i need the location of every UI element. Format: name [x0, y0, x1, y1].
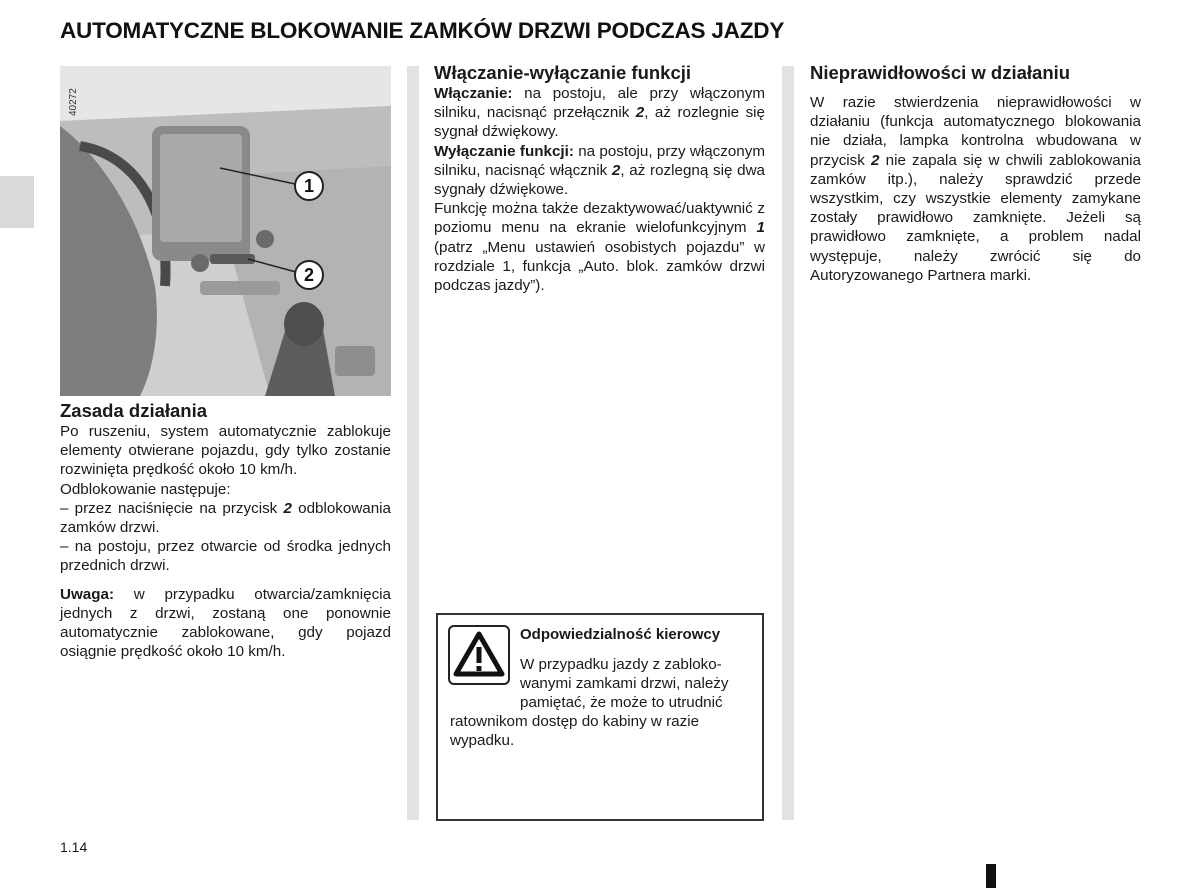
- callout-1: 1: [294, 171, 324, 201]
- note-paragraph: Uwaga: w przypadku otwarcia/zamknięcia jednych z drzwi, zostaną one ponownie automatycznie zablokowane, gdy pojazd osiągnie prędkość około 10 km/h.: [60, 585, 391, 661]
- dashboard-illustration: [60, 66, 391, 396]
- figure-code: 40272: [68, 88, 79, 116]
- section-malfunctions: [810, 62, 1141, 285]
- warning-title: Odpowiedzialność kierowcy: [520, 626, 721, 643]
- column-divider: [407, 66, 419, 820]
- bullet-item: – na postoju, przez otwarcie od środka jednych przednich drzwi.: [60, 538, 391, 575]
- warning-text-line: W przypadku jazdy z zabloko-: [520, 656, 722, 673]
- paragraph: Po ruszeniu, system automatycznie zablokuje elementy otwierane pojazdu, gdy tylko zostanie rozwinięta prędkość około 10 km/h.: [60, 423, 391, 479]
- paragraph: Odblokowanie następuje:: [60, 480, 231, 498]
- bullet-item: – przez naciśnięcie na przycisk 2 odblokowania zamków drzwi.: [60, 499, 392, 537]
- section-operation-principle: [60, 400, 391, 661]
- section-heading: Nieprawidłowości w działaniu: [810, 62, 1071, 83]
- paragraph: Włączanie: na postoju, ale przy włączonym silniku, nacisnąć przełącznik 2, aż rozlegnie się sygnał dźwiękowy.: [434, 85, 765, 141]
- callout-2: 2: [294, 260, 324, 290]
- page-edge-marker: [986, 864, 996, 888]
- paragraph: W razie stwierdzenia nieprawidłowości w działaniu (funkcja automatycznego blokowania nie działa, lampka kontrolna wbudowana w przycisk 2 nie zapala się w chwili zablokowania zamków itp.), należy sprawdzić przede wszystkim, czy wszystkie elementy zamykane zostały prawidłowo zamknięte. Jeżeli są prawidłowo zamknięte, a problem nadal występuje, należy zwrócić się do Autoryzowanego Partnera marki.: [810, 94, 1141, 284]
- column-divider: [782, 66, 794, 820]
- warning-box: [436, 613, 764, 821]
- page-number: 1.14: [60, 839, 88, 855]
- chapter-tab: [0, 176, 34, 228]
- page-title: AUTOMATYCZNE BLOKOWANIE ZAMKÓW DRZWI PODCZAS JAZDY: [60, 18, 785, 43]
- warning-text-line: wanymi zamkami drzwi, należy: [520, 675, 729, 692]
- section-heading: Włączanie-wyłączanie funkcji: [434, 62, 692, 83]
- warning-text-line: wypadku.: [450, 732, 515, 749]
- section-enable-disable: [434, 62, 765, 295]
- paragraph: Funkcję można także dezaktywować/uaktywnić z poziomu menu na ekranie wielofunkcyjnym 1 (patrz „Menu ustawień osobistych pojazdu” w rozdziale 1, funkcja „Auto. blok. zamków drzwi podczas jazdy”).: [434, 200, 765, 295]
- section-heading: Zasada działania: [60, 400, 208, 421]
- warning-text-line: ratownikom dostęp do kabiny w razie: [450, 713, 700, 730]
- paragraph: Wyłączanie funkcji: na postoju, przy włączonym silniku, nacisnąć włącznik 2, aż rozlegną się dwa sygnały dźwiękowe.: [434, 142, 765, 199]
- warning-triangle-icon: [448, 625, 510, 685]
- warning-text-line: pamiętać, że może to utrudnić: [520, 694, 723, 711]
